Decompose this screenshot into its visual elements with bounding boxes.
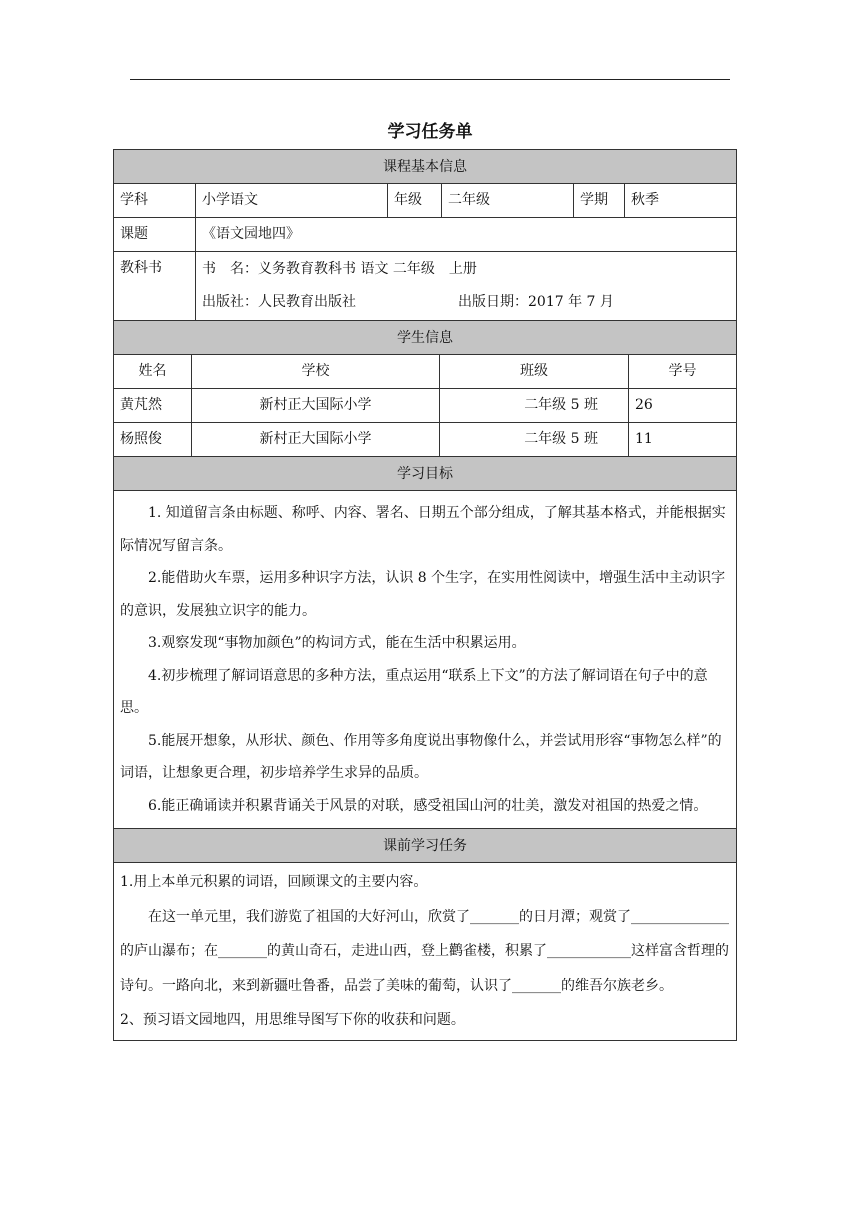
task-sheet-table (113, 149, 737, 1041)
pub-date-value: 2017 年 7 月 (528, 294, 614, 310)
book-name-value: 义务教育教科书 语文 二年级 上册 (258, 261, 477, 277)
pre-tasks-content (114, 863, 736, 1040)
goal-item: 4.初步梳理了解词语意思的多种方法，重点运用“联系上下文”的方法了解词语在句子中的意思。 (120, 667, 708, 716)
publisher-label: 出版社： (202, 294, 258, 310)
goal-item: 3.观察发现“事物加颜色”的构词方式，能在生活中积累运用。 (148, 635, 526, 651)
grade-value: 二年级 (442, 184, 574, 217)
task-item: 2、预习语文园地四，用思维导图写下你的收获和问题。 (120, 1012, 465, 1028)
goal-item: 2.能借助火车票，运用多种识字方法，认识 8 个生字，在实用性阅读中，增强生活中主动识字的意识，发展独立识字的能力。 (120, 570, 726, 619)
col-student-id: 学号 (668, 363, 697, 379)
col-class: 班级 (440, 355, 629, 388)
student-info-header: 学生信息 (114, 321, 736, 355)
header-rule (130, 79, 730, 80)
student-school: 新村正大国际小学 (192, 389, 440, 422)
term-label: 学期 (574, 184, 625, 217)
book-name-line (202, 253, 730, 286)
pub-date-label: 出版日期： (458, 294, 528, 310)
subject-label: 学科 (114, 184, 196, 217)
table-row (114, 423, 736, 457)
publisher-value: 人民教育出版社 (258, 294, 356, 310)
goals-list (114, 491, 736, 829)
goal-item: 1. 知道留言条由标题、称呼、内容、署名、日期五个部分组成，了解其基本格式，并能根据实际情况写留言条。 (120, 505, 726, 554)
publisher-line (202, 286, 730, 319)
student-name: 黄芃然 (114, 389, 192, 422)
student-class: 二年级 5 班 (440, 423, 629, 456)
goal-item: 6.能正确诵读并积累背诵关于风景的对联，感受祖国山河的壮美，激发对祖国的热爱之情。 (148, 797, 708, 814)
table-row (114, 389, 736, 423)
page-title: 学习任务单 (387, 122, 473, 142)
goals-header: 学习目标 (114, 457, 736, 491)
subject-value: 小学语文 (196, 184, 388, 217)
student-id: 11 (635, 431, 653, 447)
col-name: 姓名 (114, 355, 192, 388)
pre-tasks-header: 课前学习任务 (114, 829, 736, 863)
grade-label: 年级 (388, 184, 442, 217)
topic-label: 课题 (114, 218, 196, 251)
fill-in-passage: 在这一单元里，我们游览了祖国的大好河山，欣赏了_______的日月潭；观赏了______________的庐山瀑布；在_______的黄山奇石，走进山西，登上鹳雀楼，积累了____________这样富含哲理的诗句。一路向北，来到新疆吐鲁番，品尝了美味的葡萄，认识了_______的维吾尔族老乡。 (120, 908, 729, 994)
textbook-label: 教科书 (114, 252, 196, 320)
book-name-label: 书 名： (202, 261, 258, 277)
term-value: 秋季 (631, 192, 659, 208)
topic-row (114, 218, 736, 252)
subject-row (114, 184, 736, 218)
student-school: 新村正大国际小学 (192, 423, 440, 456)
goal-item: 5.能展开想象，从形状、颜色、作用等多角度说出事物像什么，并尝试用形容“事物怎么样”的词语，让想象更合理，初步培养学生求异的品质。 (120, 732, 722, 781)
student-table-header (114, 355, 736, 389)
student-class: 二年级 5 班 (440, 389, 629, 422)
col-school: 学校 (192, 355, 440, 388)
course-info-header: 课程基本信息 (114, 150, 736, 184)
textbook-details (196, 252, 736, 320)
task-item: 1.用上本单元积累的词语，回顾课文的主要内容。 (120, 874, 428, 890)
topic-value: 《语文园地四》 (202, 226, 300, 242)
textbook-row (114, 252, 736, 321)
student-id: 26 (635, 397, 653, 413)
student-name: 杨照俊 (114, 423, 192, 456)
